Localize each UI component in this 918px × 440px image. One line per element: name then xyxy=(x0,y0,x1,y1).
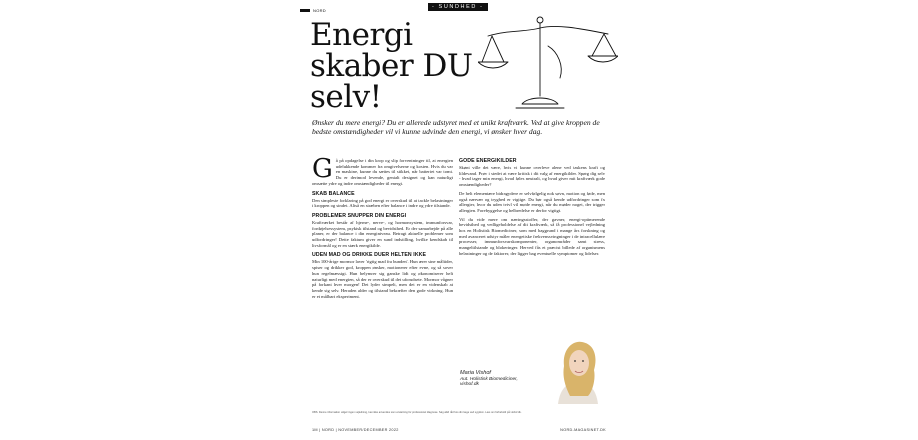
paragraph-basics: De helt elementære bidragydere er selvfølgelig nok søvn, motion og føde, men også nærvær og tryghed er vigtige. Du bør også kende udfordringer som fx allergier, hvor du uden tvivl vil møde energi, når du møder noget, der trigger allergien. Forebyggelse og helbredelse er derfor vigtigt. xyxy=(459,190,605,213)
balance-scale-illustration xyxy=(478,6,618,116)
footer-issue: 1M | NORD | NOVEMBER/DECEMBER 2022 xyxy=(312,428,399,432)
author-title: Aut. Holistisk Biomediciner, xyxy=(460,376,518,382)
right-column xyxy=(459,158,605,260)
intro-paragraph xyxy=(312,154,453,187)
subheading-balance: SKAB BALANCE xyxy=(312,190,355,197)
left-column xyxy=(312,154,453,302)
section-bar xyxy=(300,9,310,12)
page-footer xyxy=(312,428,606,432)
lead-paragraph: Ønsker du mere energi? Du er allerede udstyret med et unikt kraftværk. Ved at give kroppen de bedste omstændigheder vil vi kunne udvinde den energi, vi ønsker hver dag. xyxy=(312,118,600,137)
subheading-problems: PROBLEMER SNUPPER DIN ENERGI xyxy=(312,212,407,219)
paragraph-energy-sources: Skønt ville det være, hvis vi kunne overleve alene ved taskens kraft og lildevand. Prøv i stedet at være kritisk i dit valg af energikilder. Spørg dig selv - hvad tager min energi, hvad føles neutralt, og hvad giver mit kraftværk gode omstændigheder? xyxy=(459,165,605,188)
intro-text: å på opdagelse i din krop og slip forventninger til, at energien udelukkende kommer fra omgivelserne og kosten. Hvis du var en maskine, kunne du sættes til stikket, når batteriet var tomt. Du er derimod levende, genialt designet og kan naturligt omsætte ydre og indre omstændigheder til energi. xyxy=(312,158,453,186)
drop-cap: G xyxy=(312,154,333,184)
section-marker xyxy=(300,8,326,13)
magazine-page xyxy=(300,0,618,440)
paragraph-problems: Kraftværket består af hjerne-, nerve-, og hormonsystem, immunforsvar, fordøjelsessystem, psykisk tilstand og bevidsthed. Er der samarbejde på alle planer, er der balance i din energiniveau. Betragt aktuelle problemer som udfordringer! Dette faktum giver en sund indstilling, hvilke kendskab til livsformål og er en stærk energikilde. xyxy=(312,219,453,248)
headline: Energi skaber DU selv! xyxy=(310,17,473,115)
author-name: Maria Vishof xyxy=(460,370,491,376)
section-label: NORD xyxy=(313,8,326,13)
disclaimer-footnote: OBS. Denne information udgør ingen vejledning, kan ikke anvendes som erstatning for professionel diagnose. Søg altid råd hos din læge ved sygdom. Læs om forbehold på vishof.dk. xyxy=(312,411,522,414)
author-portrait xyxy=(546,336,610,404)
paragraph-more-info: Vil du vide mere om næringsstoffer, der gavner, energi-optimerende bevidsthed og vedligeholdelse af dit kraftværk, så få professionel vejledning hos en Holistisk Biomediciner, som med baggrund i mange års forskning og med avanceret udstyr måler energetiske frekvenssvingninger i de intracellulære processer, immunforsvarskomponenter, organområder samt stress, mangeltilstande og blokeringer. Herved fås et præcist billede af organismens belastninger og de faktorer, der ligger bag eventuelle symptomer og lidelser. xyxy=(459,216,605,256)
category-tag: - SUNDHED - xyxy=(428,3,488,11)
author-website: vishof.dk xyxy=(460,382,479,388)
paragraph-food: Min 100-årige mormor laver 'rigtig mad fra bunden'. Hun ærer sine måltider, spiser og drikker god, kroppen ønsker, motionerer efter evne, og så sover hun regelmæssigt. Hun belymrer sig ganske lidt og økonomiserer helt naturligt med energien, så der er overskud til det uforudsete. Mormor vågner på forkant hver morgen! Det lyder simpelt, men det er en videnskab at kende sig selv. Heraden alder og tilstand bekræfter den gode virkning. Hun er et målbart eksperiment. xyxy=(312,259,453,299)
paragraph-balance: Den simpleste forklaring på god energi er overskud til at tackle belastninger i kroppen og sindet. Altså en stræben efter balance i indre og ydre tilstande. xyxy=(312,197,453,209)
author-signature xyxy=(460,371,570,388)
subheading-food: UDEN MAD OG DRIKKE DUER HELTEN IKKE xyxy=(312,252,427,259)
footer-website: NORD-MAGASINET.DK xyxy=(560,428,606,432)
subheading-energy-sources: GODE ENERGIKILDER xyxy=(459,158,517,164)
